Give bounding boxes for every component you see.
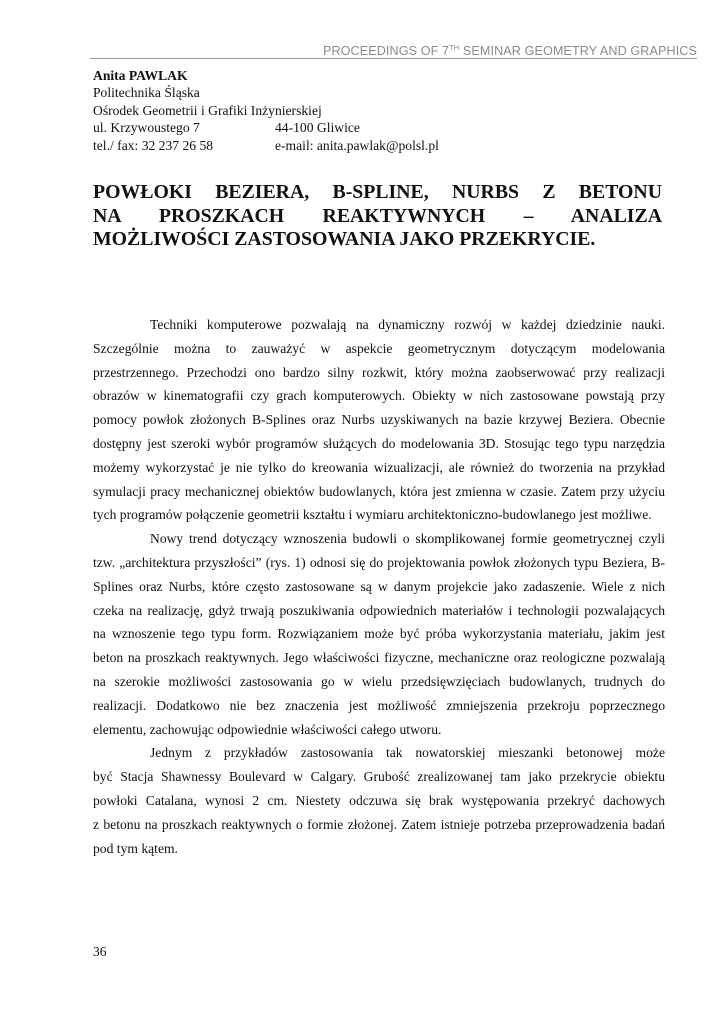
- paragraph-line: na wznoszenie tego typu form. Rozwiązaniem może być próba wykorzystania materiału, jakim jest: [93, 626, 665, 642]
- paragraph-line: powłoki Catalana, wynosi 2 cm. Niestety odczuwa się brak występowania przekryć dachowych: [93, 792, 665, 808]
- author-street: ul. Krzywoustego 7: [93, 120, 200, 136]
- author-phone: tel./ fax: 32 237 26 58: [93, 137, 214, 153]
- title-line: NA PROSZKACH REAKTYWNYCH – ANALIZA: [93, 204, 662, 227]
- paragraph-line: na szerokie możliwości zastosowania go w wielu przedsięwzięciach budowlanych, trudnych do: [93, 673, 665, 689]
- paragraph-line: z betonu na proszkach reaktywnych o formie złożonej. Zatem istnieje potrzeba przeprowadzenia badań: [93, 816, 665, 832]
- author-institution: Politechnika Śląska: [93, 85, 200, 101]
- paragraph-line: czeka na realizację, gdyż trwają poszukiwania odpowiednich materiałów i technologii pozwalających: [93, 602, 665, 618]
- paragraph-line: możemy wykorzystać je nie tylko do kreowania wizualizacji, ale również do tworzenia na przykład: [93, 459, 665, 475]
- author-email: e-mail: anita.pawlak@polsl.pl: [275, 137, 439, 153]
- author-block: [93, 67, 439, 154]
- paragraph-line: Szczególnie można to zauważyć w aspekcie geometrycznym dotyczącym modelowania: [93, 340, 665, 356]
- body-text: [93, 313, 665, 860]
- paragraph-line: obrazów w kinematografii czy grach komputerowych. Obiekty w nich zastosowane powstają przy: [93, 388, 665, 404]
- paragraph-line: przestrzennego. Przechodzi ono bardzo silny rozkwit, który można zaobserwować przy realizacji: [93, 364, 665, 380]
- running-head: PROCEEDINGS OF 7TH SEMINAR GEOMETRY AND GRAPHICS: [322, 43, 697, 58]
- paragraph-line: elementu, zachowując odpowiednie właściwości całego utworu.: [93, 721, 442, 737]
- paragraph-line: dostępny jest szeroki wybór programów służących do modelowania 3D. Stosując tego typu narzędzia: [93, 435, 665, 451]
- paragraph-line: tych programów połączenie geometrii kształtu i wymiaru architektoniczno-budowlanego jest możliwe.: [93, 507, 652, 523]
- paper-title: [93, 181, 662, 252]
- paragraph-line: beton na proszkach reaktywnych. Jego właściwości fizyczne, mechaniczne oraz reologiczne pozwalają: [93, 650, 665, 666]
- paragraph-line: Splines oraz Nurbs, które często zastosowane są w danym projekcie jako zadaszenie. Wiele z nich: [93, 578, 665, 594]
- paragraph-line: być Stacja Shawnessy Boulevard w Calgary. Grubość zrealizowanej tam jako przekrycie obiektu: [93, 769, 665, 785]
- author-city: 44-100 Gliwice: [275, 120, 360, 136]
- header-rule: [90, 58, 697, 59]
- paragraph-line: symulacji pracy mechanicznej obiektów budowlanych, która jest zmienna w czasie. Zatem przy użyciu: [93, 483, 665, 499]
- author-department: Ośrodek Geometrii i Grafiki Inżynierskiej: [93, 102, 322, 118]
- title-line: POWŁOKI BEZIERA, B-SPLINE, NURBS Z BETONU: [93, 181, 662, 203]
- page-number: 36: [93, 944, 107, 959]
- paragraph-line: pomocy powłok złożonych B-Splines oraz Nurbs uzyskiwanych na bazie krzywej Beziera. Obecnie: [93, 412, 665, 428]
- paragraph-line: Techniki komputerowe pozwalają na dynamiczny rozwój w każdej dziedzinie nauki.: [150, 317, 665, 332]
- paragraph-line: realizacji. Dodatkowo nie bez znaczenia jest możliwość zmniejszenia przekroju poprzecznego: [93, 697, 665, 713]
- paragraph-line: pod tym kątem.: [93, 840, 178, 856]
- title-line: MOŻLIWOŚCI ZASTOSOWANIA JAKO PRZEKRYCIE.: [93, 228, 596, 251]
- paragraph-line: Jednym z przykładów zastosowania tak nowatorskiej mieszanki betonowej może: [150, 745, 665, 761]
- author-name: Anita PAWLAK: [93, 68, 188, 83]
- paragraph-line: tzw. „architektura przyszłości” (rys. 1) odnosi się do projektowania powłok złożonych typu Beziera, B-: [93, 554, 665, 570]
- paragraph-line: Nowy trend dotyczący wznoszenia budowli o skomplikowanej formie geometrycznej czyli: [150, 531, 665, 547]
